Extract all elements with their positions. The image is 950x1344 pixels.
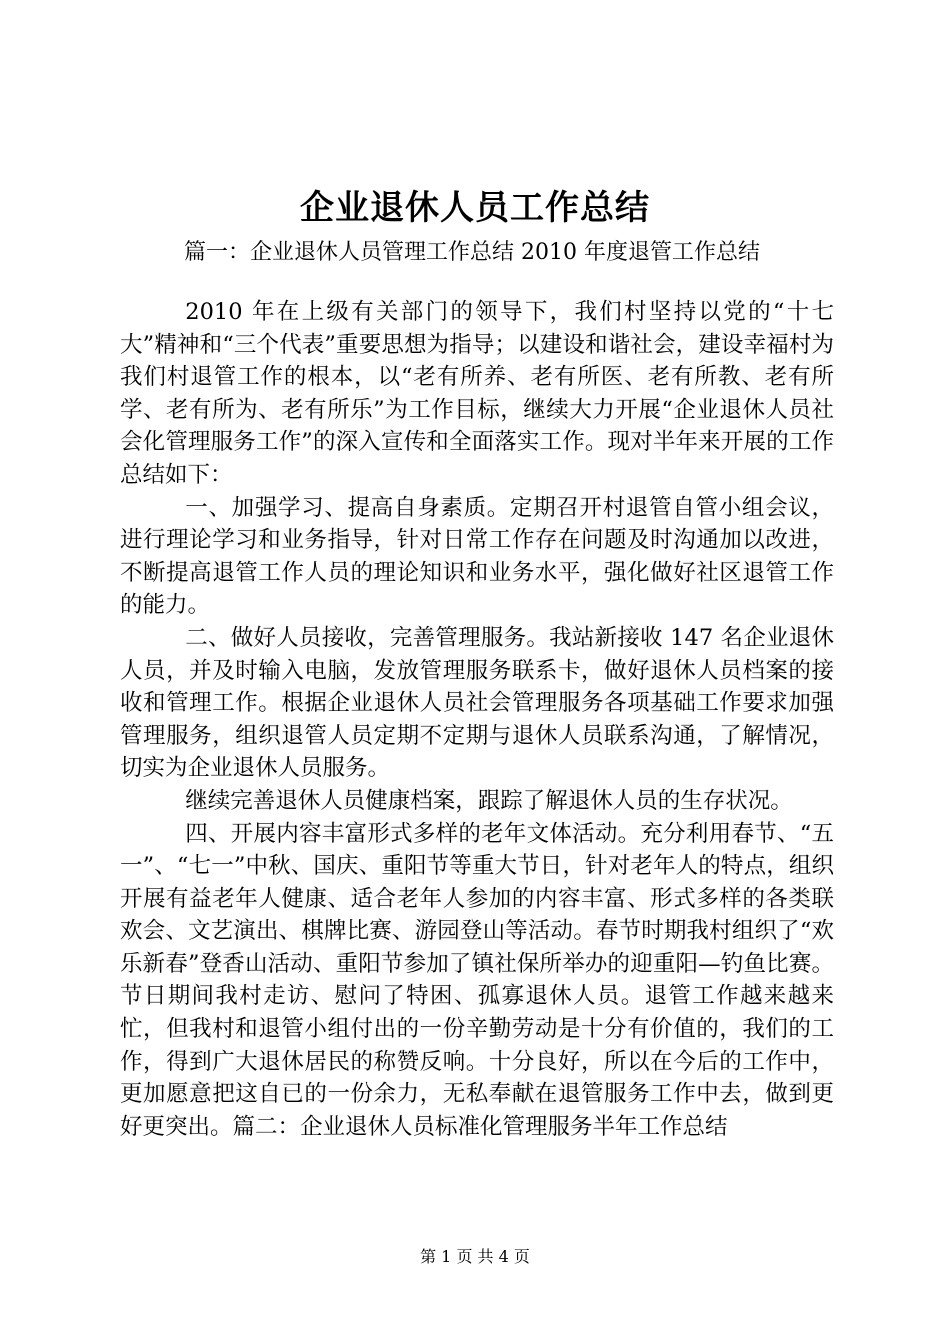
paragraph-reception: 二、做好人员接收，完善管理服务。我站新接收 147 名企业退休人员，并及时输入电脑，发放管理服务联系卡，做好退休人员档案的接收和管理工作。根据企业退休人员社会管理服务各项基础工作要求加强管理服务，组织退管人员定期不定期与退休人员联系沟通，了解情况，切实为企业退休人员服务。 [120,624,834,782]
paragraph-study: 一、加强学习、提高自身素质。定期召开村退管自管小组会议，进行理论学习和业务指导，针对日常工作存在问题及时沟通加以改进，不断提高退管工作人员的理论知识和业务水平，强化做好社区退管工作的能力。 [120,494,834,619]
paragraph-intro: 2010 年在上级有关部门的领导下，我们村坚持以党的“十七大”精神和“三个代表”重要思想为指导；以建设和谐社会，建设幸福村为我们村退管工作的根本，以“老有所养、老有所医、老有所教、老有所学、老有所为、老有所乐”为工作目标，继续大力开展“企业退休人员社会化管理服务工作”的深入宣传和全面落实工作。现对半年来开展的工作总结如下： [120,299,834,488]
document-body [120,296,834,1143]
paragraph-health-records: 继续完善退休人员健康档案，跟踪了解退休人员的生存状况。 [185,787,793,814]
paragraph-activities: 四、开展内容丰富形式多样的老年文体活动。充分利用春节、“五一”、“七一”中秋、国庆、重阳节等重大节日，针对老年人的特点，组织开展有益老年人健康、适合老年人参加的内容丰富、形式多样的各类联欢会、文艺演出、棋牌比赛、游园登山等活动。春节时期我村组织了“欢乐新春”登香山活动、重阳节参加了镇社保所举办的迎重阳—钓鱼比赛。节日期间我村走访、慰问了特困、孤寡退休人员。退管工作越来越来忙，但我村和退管小组付出的一份辛勤劳动是十分有价值的，我们的工作，得到广大退休居民的称赞反响。十分良好，所以在今后的工作中，更加愿意把这自已的一份余力，无私奉献在退管服务工作中去，做到更好更突出。篇二：企业退休人员标准化管理服务半年工作总结 [120,820,834,1140]
document-subtitle: 篇一：企业退休人员管理工作总结 2010 年度退管工作总结 [184,240,760,265]
page-footer: 第 1 页 共 4 页 [420,1247,530,1266]
page-title: 企业退休人员工作总结 [300,188,650,228]
